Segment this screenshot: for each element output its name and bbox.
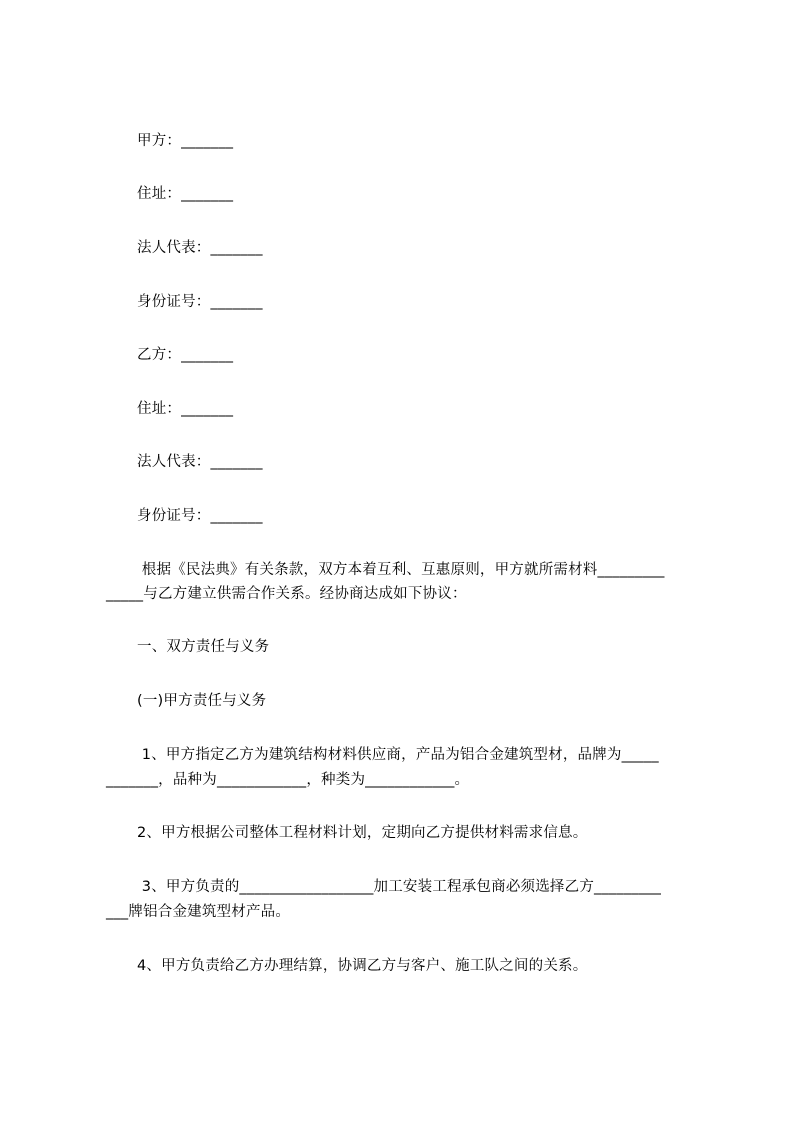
party-b-legal-rep-line: 法人代表：_______ (137, 454, 263, 470)
clause-2-line-1: 2、甲方根据公司整体工程材料计划，定期向乙方提供材料需求信息。 (137, 825, 588, 841)
party-a-legal-rep-line: 法人代表：_______ (137, 240, 263, 256)
party-b-name-line: 乙方：_______ (137, 347, 234, 363)
party-a-name-line: 甲方：_______ (137, 133, 234, 149)
clause-4-line-1: 4、甲方负责给乙方办理结算，协调乙方与客户、施工队之间的关系。 (137, 958, 588, 974)
party-b-address-line: 住址：_______ (137, 401, 234, 417)
clause-1-line-2: _______，品种为____________，种类为____________。 (106, 772, 470, 788)
party-b-id-line: 身份证号：_______ (137, 508, 263, 524)
section-subheading: (一)甲方责任与义务 (137, 693, 267, 709)
party-a-id-line: 身份证号：_______ (137, 294, 263, 310)
clause-3-line-2: ___牌铝合金建筑型材产品。 (106, 904, 291, 920)
party-a-address-line: 住址：_______ (137, 186, 234, 202)
preamble-line-2: _____与乙方建立供需合作关系。经协商达成如下协议： (106, 586, 467, 602)
section-heading: 一、双方责任与义务 (137, 639, 270, 655)
clause-3-line-1: 3、甲方负责的__________________加工安装工程承包商必须选择乙方_________ (137, 879, 662, 895)
preamble-line-1: 根据《民法典》有关条款，双方本着互利、互惠原则，甲方就所需材料_________ (137, 562, 665, 578)
clause-1-line-1: 1、甲方指定乙方为建筑结构材料供应商，产品为铝合金建筑型材，品牌为_____ (137, 747, 659, 763)
